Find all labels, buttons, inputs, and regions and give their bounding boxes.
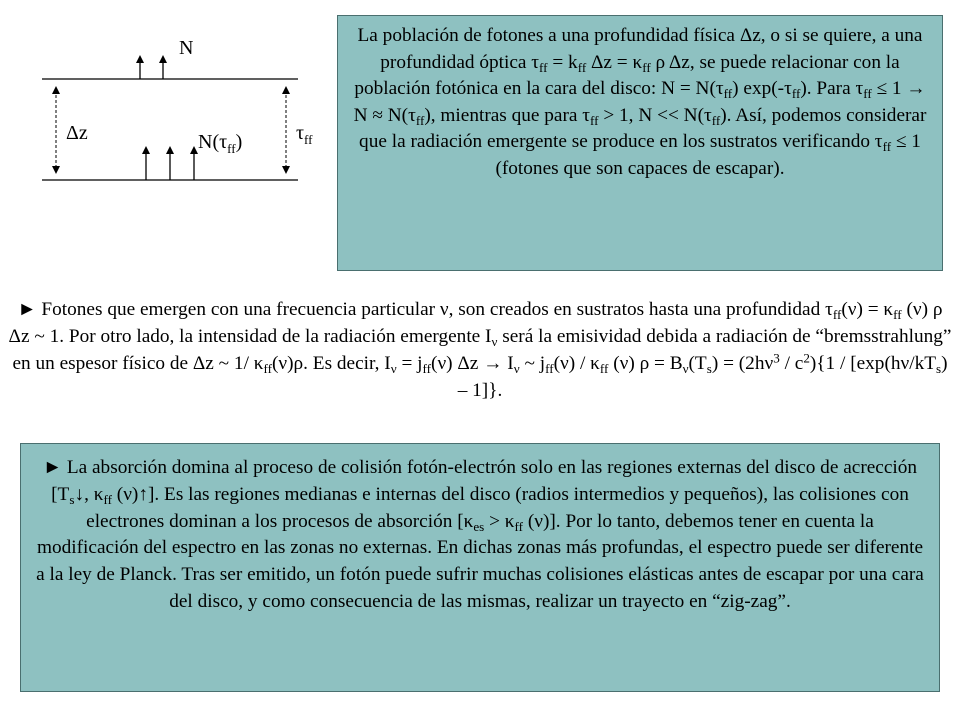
photon-population-text: La población de fotones a una profundidad física Δz, o si se quiere, a una profundidad óptica $\tau_{ff} = k_{ff}$ $\Delta z = \kappa_{ff}$ ρ Δz, se puede relacionar con la población fotónica en la cara del disco: $N = N(\tau_{ff})$ $\exp(-\tau_{ff})$. Para $\tau_{ff} \le 1 \to N \approx N(\tau_{ff})$, mientras que para $\tau_{ff} > 1$, $N << N(\tau_{ff})$. Así, podemos considerar que la radiación emergente se produce en los sustratos verificando $\tau_{ff} \le 1$ (fotones que son capaces de escapar). (353, 25, 927, 179)
absorption-textbox (20, 443, 940, 692)
label-n: N (179, 37, 194, 59)
label-tau: $\tau_{ff}$ (296, 122, 313, 147)
label-dz: Δz (66, 122, 88, 144)
disk-layer-diagram (0, 0, 340, 200)
absorption-text: ► La absorción domina al proceso de colisión fotón-electrón solo en las regiones externas del disco de acrección [$T_s↓$, $\kappa_{ff}$ (ν)↑]. Es las regiones medianas e internas del disco (radios intermedios y pequeños), las colisiones con electrones dominan a los procesos de absorción [$\kappa_{es} > \kappa_{ff}$ (ν)]. Por lo tanto, debemos tener en cuenta la modificación del espectro en las zonas no externas. En dichas zonas más profundas, el espectro puede ser diferente a la ley de Planck. Tras ser emitido, un fotón puede sufrir muchas colisiones elásticas antes de escapar por una cara del disco, y como consecuencia de las mismas, realizar un trayecto en “zig-zag”. (36, 457, 924, 612)
emergent-frequency-paragraph: ► Fotones que emergen con una frecuencia particular ν, son creados en sustratos hasta una profundidad $\tau_{ff}(\nu) = \kappa_{ff}$ (ν) ρ Δz ~ 1. Por otro lado, la intensidad de la radiación emergente $I_\nu$ será la emisividad debida a radiación de “bremsstrahlung” en un espesor físico de Δz ~ 1/ $\kappa_{ff}(\nu)\rho$. Es decir, $I_\nu = j_{ff}(\nu) \Delta z \to I_\nu$ ~ $j_{ff}(\nu) / \kappa_{ff}$ (ν) $\rho = B_\nu(T_s) = (2h\nu^3 / c^2)\{1 / [\exp(h\nu/kT_s) - 1]\}$. (8, 299, 952, 401)
label-n-tau: $N(\tau_{ff})$ (198, 131, 243, 156)
photon-population-textbox (337, 15, 943, 271)
